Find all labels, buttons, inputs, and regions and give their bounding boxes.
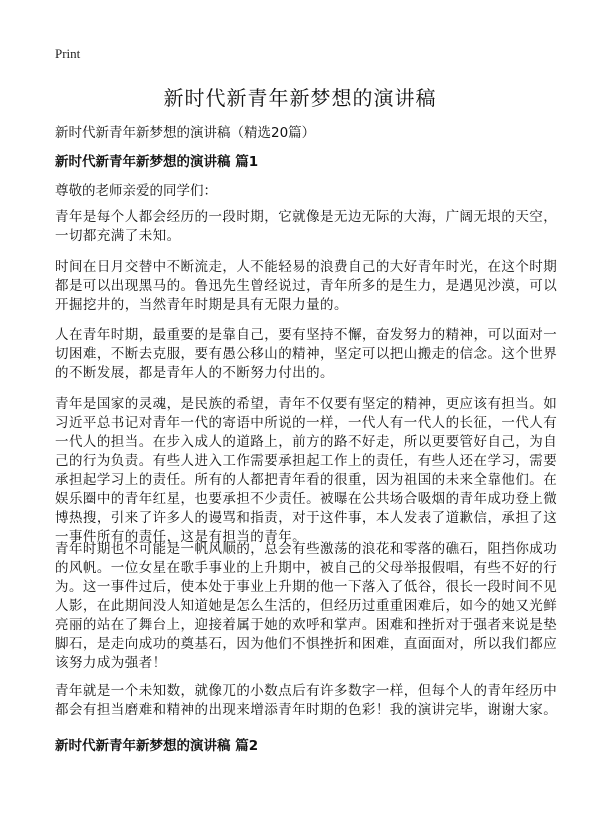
paragraph-line: 青年是每个人都会经历的一段时期，它就像是无边无际的大海，广阔无垠的天空， xyxy=(55,209,558,225)
section-heading-1: 新时代新青年新梦想的演讲稿 篇1 xyxy=(55,154,259,170)
paragraph-line: 承担起学习上的责任。所有的人都把青年看的很重，因为祖国的未来全靠他们。在 xyxy=(55,472,558,488)
paragraph-line: 习近平总书记对青年一代的寄语中所说的一样，一代人有一代人的长征，一代人有 xyxy=(55,415,558,431)
greeting: 尊敬的老师亲爱的同学们： xyxy=(55,183,217,199)
paragraph-line: 切困难，不断去克服，要有愚公移山的精神，坚定可以把山搬走的信念。这个世界 xyxy=(55,346,558,362)
paragraph-5 xyxy=(55,540,557,673)
paragraph-line: 时间在日月交替中不断流走，人不能轻易的浪费自己的大好青年时光，在这个时期 xyxy=(55,259,558,275)
paragraph-2 xyxy=(55,258,557,315)
paragraph-line: 博热搜，引来了许多人的谩骂和指责，对于这件事，本人发表了道歉信，承担了这 xyxy=(55,510,558,526)
print-link[interactable]: Print xyxy=(55,46,81,61)
paragraph-line: 娱乐圈中的青年红星，也要承担不少责任。被曝在公共场合吸烟的青年成功登上微 xyxy=(55,491,558,507)
section-heading-2: 新时代新青年新梦想的演讲稿 篇2 xyxy=(55,738,259,754)
paragraph-line: 亮丽的站在了舞台上，迎接着属于她的欢呼和掌声。困难和挫折对于强者来说是垫 xyxy=(55,617,558,633)
paragraph-line: 己的行为负责。有些人进入工作需要承担起工作上的责任，有些人还在学习，需要 xyxy=(55,453,558,469)
paragraph-line: 都是可以出现黑马的。鲁迅先生曾经说过，青年所多的是生力，是遇见沙漠，可以 xyxy=(55,278,558,294)
document-subtitle: 新时代新青年新梦想的演讲稿（精选20篇） xyxy=(55,125,316,141)
paragraph-3 xyxy=(55,326,557,383)
paragraph-line: 青年就是一个未知数，就像兀的小数点后有许多数字一样，但每个人的青年经历中 xyxy=(55,683,558,699)
paragraph-line: 都会有担当磨难和精神的出现来增添青年时期的色彩！我的演讲完毕，谢谢大家。 xyxy=(55,702,558,718)
paragraph-1 xyxy=(55,208,557,246)
paragraph-line: 人影，在此期间没人知道她是怎么生活的，但经历过重重困难后，如今的她又光鲜 xyxy=(55,598,558,614)
paragraph-line: 一切都充满了未知。 xyxy=(55,228,181,244)
paragraph-4 xyxy=(55,395,557,547)
document-title: 新时代新青年新梦想的演讲稿 xyxy=(163,86,437,110)
paragraph-6 xyxy=(55,682,557,720)
paragraph-line: 青年时期也不可能是一帆风顺的，总会有些激荡的浪花和零落的礁石，阻挡你成功 xyxy=(55,541,558,557)
paragraph-line: 人在青年时期，最重要的是靠自己，要有坚持不懈，奋发努力的精神，可以面对一 xyxy=(55,327,558,343)
paragraph-line: 的风帆。一位女星在歌手事业的上升期中，被自己的父母举报假唱，有些不好的行 xyxy=(55,560,558,576)
paragraph-line: 的不断发展，都是青年人的不断努力付出的。 xyxy=(55,365,334,381)
paragraph-line: 该努力成为强者！ xyxy=(55,655,167,671)
paragraph-line: 开掘挖井的，当然青年时期是具有无限力量的。 xyxy=(55,297,348,313)
paragraph-line: 一代人的担当。在步入成人的道路上，前方的路不好走，所以更要管好自己，为自 xyxy=(55,434,558,450)
paragraph-line: 为。这一事件过后，使本处于事业上升期的他一下落入了低谷，很长一段时间不见 xyxy=(55,579,558,595)
paragraph-line: 一事件所有的责任，这是有担当的青年。 xyxy=(55,529,307,545)
paragraph-line: 脚石，是走向成功的奠基石，因为他们不惧挫折和困难，直面面对，所以我们都应 xyxy=(55,636,558,652)
paragraph-line: 青年是国家的灵魂，是民族的希望，青年不仅要有坚定的精神，更应该有担当。如 xyxy=(55,396,558,412)
